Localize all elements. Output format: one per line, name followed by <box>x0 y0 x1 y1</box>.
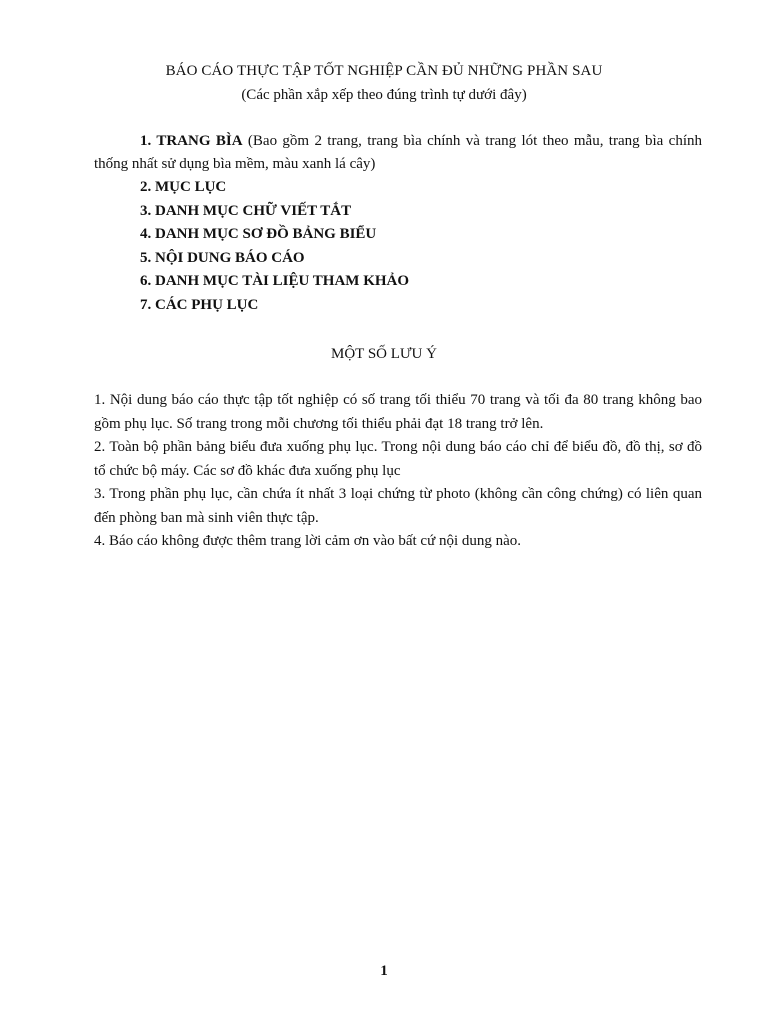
section-item-references: 6. DANH MỤC TÀI LIỆU THAM KHẢO <box>140 273 410 289</box>
note-item: 4. Báo cáo không được thêm trang lời cảm ơn vào bất cứ nội dung nào. <box>94 533 522 549</box>
document-subtitle: (Các phần xắp xếp theo đúng trình tự dưới đây) <box>241 87 527 103</box>
section-item-label: 1. TRANG BÌA <box>140 133 243 149</box>
section-item-report-content: 5. NỘI DUNG BÁO CÁO <box>140 249 305 266</box>
note-item: 2. Toàn bộ phần bảng biểu đưa xuống phụ lục. Trong nội dung báo cáo chỉ để biểu đồ, đồ thị, sơ đồ tổ chức bộ máy. Các sơ đồ khác đưa xuống phụ lục <box>94 439 702 479</box>
page-number: 1 <box>380 963 388 979</box>
notes-heading: MỘT SỐ LƯU Ý <box>331 346 437 362</box>
section-item-diagrams-tables: 4. DANH MỤC SƠ ĐỒ BẢNG BIỂU <box>140 226 377 242</box>
document-title: BÁO CÁO THỰC TẬP TỐT NGHIỆP CẦN ĐỦ NHỮNG PHẦN SAU <box>165 63 603 79</box>
note-item: 1. Nội dung báo cáo thực tập tốt nghiệp có số trang tối thiểu 70 trang và tối đa 80 trang không bao gồm phụ lục. Số trang trong mỗi chương tối thiểu phải đạt 18 trang trở lên. <box>94 392 702 432</box>
note-item: 3. Trong phần phụ lục, cần chứa ít nhất 3 loại chứng từ photo (không cần công chứng) có liên quan đến phòng ban mà sinh viên thực tập. <box>94 486 702 526</box>
section-item-appendices: 7. CÁC PHỤ LỤC <box>140 296 259 313</box>
section-item-description: (Bao gồm 2 trang, trang bìa chính và trang lót theo mẫu, trang bìa chính thống nhất sử dụng bìa mềm, màu xanh lá cây) <box>94 133 702 172</box>
required-sections-list <box>94 130 702 317</box>
section-item-abbreviations: 3. DANH MỤC CHỮ VIẾT TẮT <box>140 202 352 219</box>
section-item-cover <box>94 130 702 176</box>
section-item-table-of-contents: 2. MỤC LỤC <box>140 179 227 195</box>
notes-list <box>94 389 702 554</box>
